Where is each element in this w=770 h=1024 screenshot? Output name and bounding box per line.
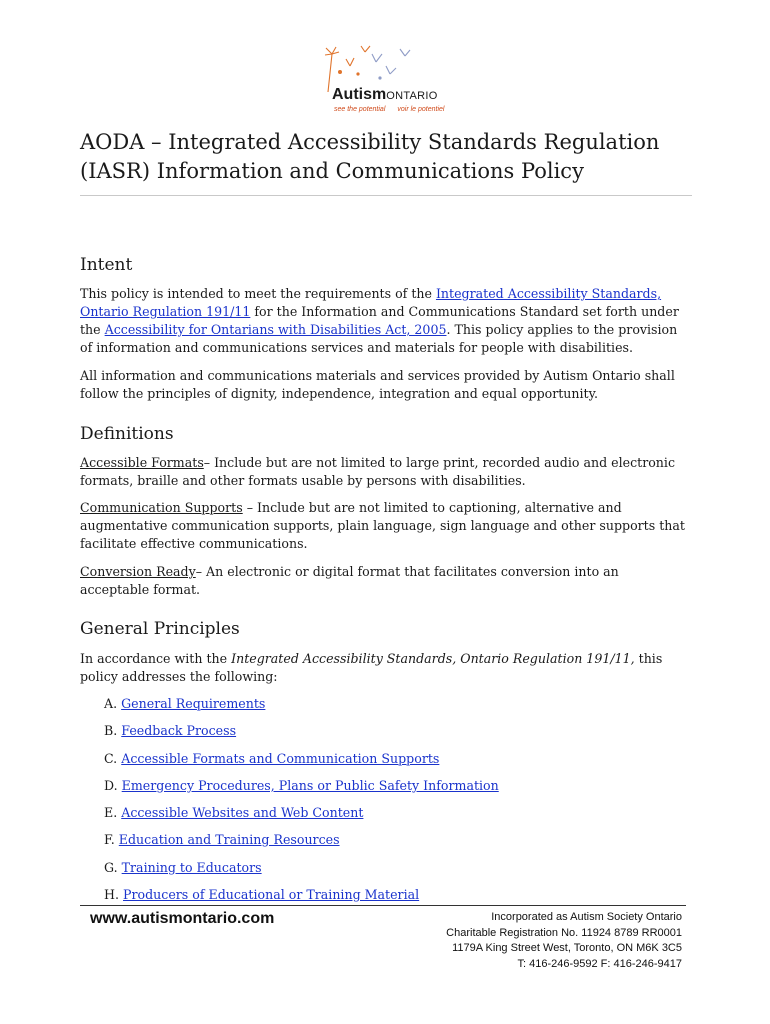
definition-conversion-ready: Conversion Ready– An electronic or digital format that facilitates conversion into an acceptable format. — [80, 564, 619, 597]
footer-organization-info: Incorporated as Autism Society Ontario Charitable Registration No. 11924 8789 RR0001 1179A King Street West, Toronto, ON M6K 3C5 T: 416-246-9592 F: 416-246-9417 — [446, 911, 682, 970]
training-educators-link[interactable]: Training to Educators — [121, 860, 262, 875]
principles-heading: General Principles — [80, 619, 240, 639]
intent-paragraph-1: This policy is intended to meet the requirements of the Integrated Accessibility Standards, Ontario Regulation 191/11 for the Information and Communications Standard set forth under the Accessibility for Ontarians with Disabilities Act, 2005. This policy applies to the provision of information and communications services and materials for people with disabilities. — [80, 286, 679, 355]
footer-website: www.autismontario.com — [90, 910, 275, 927]
aoda-link[interactable]: Accessibility for Ontarians with Disabilities Act, 2005 — [104, 322, 447, 337]
intent-paragraph-2: All information and communications materials and services provided by Autism Ontario shall follow the principles of dignity, independence, integration and equal opportunity. — [80, 368, 675, 401]
general-requirements-link[interactable]: General Requirements — [121, 696, 266, 711]
producers-material-link[interactable]: Producers of Educational or Training Material — [123, 887, 420, 902]
list-item: F. Education and Training Resources — [104, 832, 340, 847]
list-item: G. Training to Educators — [104, 860, 262, 875]
list-item: H. Producers of Educational or Training Material — [104, 887, 420, 902]
footer-divider — [80, 905, 686, 906]
title-divider — [80, 195, 692, 196]
intent-heading: Intent — [80, 255, 133, 275]
definition-communication-supports: Communication Supports – Include but are not limited to captioning, alternative and augmentative communication supports, plain language, sign language and other supports that facilitate effective communications. — [80, 500, 685, 551]
education-training-link[interactable]: Education and Training Resources — [118, 832, 340, 847]
emergency-procedures-link[interactable]: Emergency Procedures, Plans or Public Safety Information — [121, 778, 499, 793]
list-item: C. Accessible Formats and Communication Supports — [104, 751, 440, 766]
accessible-formats-link[interactable]: Accessible Formats and Communication Supports — [121, 751, 440, 766]
list-item: A. General Requirements — [104, 696, 266, 711]
page-title: AODA – Integrated Accessibility Standards Regulation (IASR) Information and Communications Policy — [80, 130, 660, 183]
autism-ontario-logo — [310, 44, 460, 120]
principles-intro: In accordance with the Integrated Accessibility Standards, Ontario Regulation 191/11, this policy addresses the following: — [80, 651, 663, 684]
definitions-heading: Definitions — [80, 424, 174, 444]
logo-wordmark: AutismONTARIO — [332, 86, 438, 103]
iasr-link[interactable]: Integrated Accessibility Standards, Ontario Regulation 191/11 — [80, 286, 662, 319]
logo-tagline: see the potential voir le potentiel — [334, 106, 445, 113]
accessible-websites-link[interactable]: Accessible Websites and Web Content — [121, 805, 364, 820]
definition-accessible-formats: Accessible Formats– Include but are not limited to large print, recorded audio and electronic formats, braille and other formats usable by persons with disabilities. — [80, 455, 675, 488]
feedback-process-link[interactable]: Feedback Process — [121, 723, 237, 738]
list-item: E. Accessible Websites and Web Content — [104, 805, 364, 820]
list-item: B. Feedback Process — [104, 723, 237, 738]
list-item: D. Emergency Procedures, Plans or Public Safety Information — [104, 778, 499, 793]
